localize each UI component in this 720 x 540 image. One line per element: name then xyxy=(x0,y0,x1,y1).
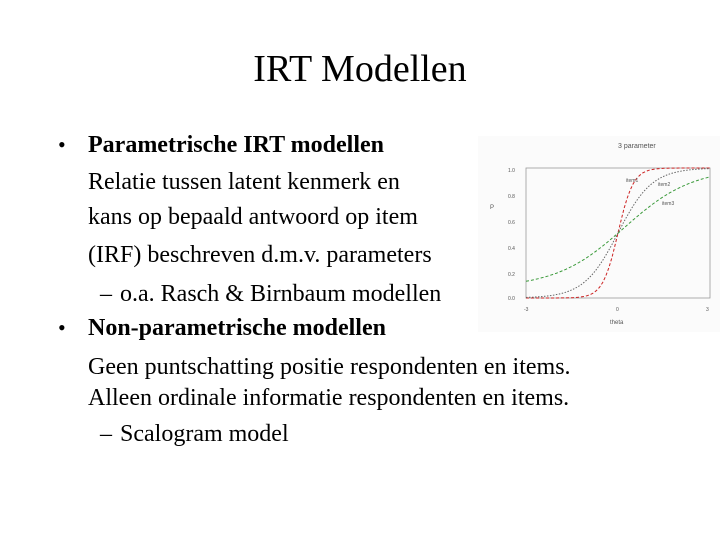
bullet-text-line: Alleen ordinale informatie respondenten en items. xyxy=(88,385,570,411)
curve-label: item3 xyxy=(662,201,675,207)
x-tick-label: 3 xyxy=(706,307,709,313)
bullet-text-line: kans op bepaald antwoord op item xyxy=(88,204,418,230)
sub-bullet-models: o.a. Rasch & Birnbaum modellen xyxy=(120,281,442,307)
sub-bullet-dash: – xyxy=(100,281,112,307)
bullet-heading-nonparametric: Non-parametrische modellen xyxy=(88,315,386,341)
y-tick-label: 0.6 xyxy=(508,220,515,226)
curve-label: item2 xyxy=(658,182,671,188)
figure-background xyxy=(478,136,720,332)
irf-figure xyxy=(478,136,720,332)
irf-plot xyxy=(478,136,720,332)
bullet-text-line: Geen puntschatting positie respondenten en items. xyxy=(88,354,571,380)
slide-title: IRT Modellen xyxy=(253,48,467,90)
y-tick-label: 0.8 xyxy=(508,194,515,200)
bullet-icon: • xyxy=(58,132,66,157)
x-tick-label: -3 xyxy=(524,307,529,313)
y-tick-label: 0.2 xyxy=(508,272,515,278)
x-tick-label: 0 xyxy=(616,307,619,313)
bullet-text-line: Relatie tussen latent kenmerk en xyxy=(88,169,400,195)
curve-label: item1 xyxy=(626,178,639,184)
y-tick-label: 1.0 xyxy=(508,168,515,174)
sub-bullet-scalogram: Scalogram model xyxy=(120,421,289,447)
figure-xlabel: theta xyxy=(610,320,624,326)
bullet-text-line: (IRF) beschreven d.m.v. parameters xyxy=(88,242,432,268)
bullet-icon: • xyxy=(58,315,66,340)
y-tick-label: 0.0 xyxy=(508,296,515,302)
bullet-heading-parametric: Parametrische IRT modellen xyxy=(88,132,384,158)
sub-bullet-dash: – xyxy=(100,421,112,447)
figure-title: 3 parameter xyxy=(618,143,656,150)
y-tick-label: 0.4 xyxy=(508,246,515,252)
figure-ylabel: P xyxy=(490,205,495,211)
